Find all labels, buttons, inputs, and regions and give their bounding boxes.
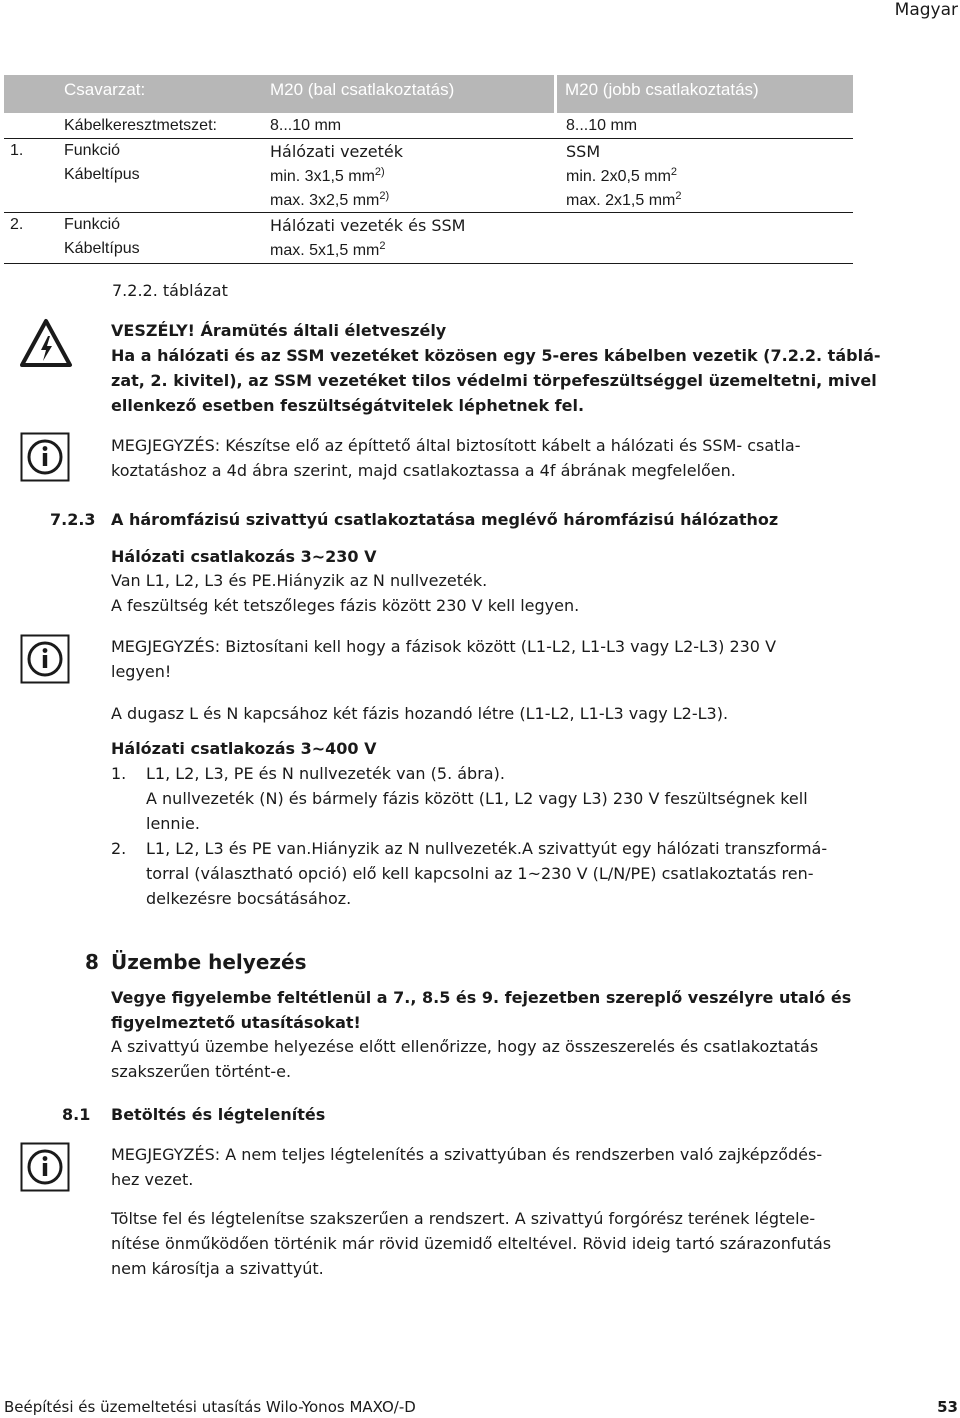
item1-number: 1. — [111, 764, 127, 783]
item2-line: delkezésre bocsátásához. — [146, 889, 352, 908]
danger-line: ellenkező esetben feszültségátvitelek léphetnek fel. — [111, 396, 585, 415]
section-8-bold-line: Vegye figyelembe feltétlenül a 7., 8.5 és 9. fejezetben szereplő veszélyre utaló és — [111, 988, 852, 1007]
note1-line: MEGJEGYZÉS: Készítse elő az építtető által biztosított kábelt a hálózati és SSM- csatla- — [111, 436, 801, 455]
row1-right-function: SSM — [566, 142, 601, 161]
col3-header: M20 (jobb csatlakoztatás) — [565, 80, 759, 99]
table-rule — [4, 263, 853, 264]
note2-line: legyen! — [111, 662, 172, 681]
item1-line: A nullvezeték (N) és bármely fázis között (L1, L2 vagy L3) 230 V feszültségnek kell — [146, 789, 808, 808]
item2-line: torral (választható opció) elő kell kapcsolni az 1~230 V (L/N/PE) csatlakoztatás ren- — [146, 864, 814, 883]
row2-function-label: Funkció — [64, 216, 121, 233]
row1-left-min: min. 3x1,5 $mm^{2)}$ — [270, 166, 385, 185]
row1-left-max: max. 3x2,5 $mm^{2)}$ — [270, 190, 390, 209]
row1-function-label: Funkció — [64, 142, 121, 159]
section-81-line: nítése önműködően történik már rövid üzemidő elteltével. Rövid ideig tartó szárazonfutás — [111, 1234, 832, 1253]
header-right — [557, 75, 853, 113]
danger-line: Ha a hálózati és az SSM vezetéket közösen egy 5-eres kábelben vezetik (7.2.2. táblá- — [111, 346, 881, 365]
note3-line: MEGJEGYZÉS: A nem teljes légtelenítés a szivattyúban és rendszerben való zajképződés- — [111, 1145, 823, 1164]
row2-left-max: max. 5x1,5 $mm^2$ — [270, 240, 386, 259]
row1-right-min: min. 2x0,5 $mm^2$ — [566, 166, 678, 185]
cross-section-right: 8...10 mm — [566, 117, 638, 134]
section-8-number: 8 — [85, 950, 99, 974]
col1-header: Csavarzat: — [64, 80, 146, 99]
cross-section-label: Kábelkeresztmetszet: — [64, 117, 217, 134]
section-81-line: Töltse fel és légtelenítse szakszerűen a rendszert. A szivattyú forgórész terének légtele- — [111, 1209, 816, 1228]
section-723-title: A háromfázisú szivattyú csatlakoztatása meglévő háromfázisú hálózathoz — [111, 510, 779, 529]
note1-line: koztatáshoz a 4d ábra szerint, majd csatlakoztassa a 4f ábrának megfelelően. — [111, 461, 736, 480]
table-header — [4, 75, 853, 113]
info-icon — [20, 1142, 70, 1196]
row1-left-function: Hálózati vezeték — [270, 142, 404, 161]
row1-right-max: max. 2x1,5 $mm^2$ — [566, 190, 682, 209]
table-caption: 7.2.2. táblázat — [112, 281, 228, 300]
section-81-line: nem károsítja a szivattyút. — [111, 1259, 324, 1278]
item1-line: lennie. — [146, 814, 200, 833]
table-rule — [4, 138, 853, 139]
section-723-number: 7.2.3 — [50, 510, 96, 529]
item2-line: L1, L2, L3 és PE van.Hiányzik az N nullvezeték.A szivattyút egy hálózati transzformá- — [146, 839, 828, 858]
sub2-title: Hálózati csatlakozás 3~400 V — [111, 739, 377, 758]
row1-cabletype-label: Kábeltípus — [64, 166, 140, 183]
item2-number: 2. — [111, 839, 127, 858]
danger-title: VESZÉLY! Áramütés általi életveszély — [111, 321, 447, 340]
cross-section-left: 8...10 mm — [270, 117, 342, 134]
sub1-line: Van L1, L2, L3 és PE.Hiányzik az N nullvezeték. — [111, 571, 488, 590]
section-81-number: 8.1 — [62, 1105, 91, 1124]
footer-text: Beépítési és üzemeltetési utasítás Wilo-Yonos MAXO/-D — [4, 1398, 416, 1416]
note2-line: MEGJEGYZÉS: Biztosítani kell hogy a fázisok között (L1-L2, L1-L3 vagy L2-L3) 230 V — [111, 637, 777, 656]
page-number: 53 — [937, 1398, 958, 1416]
note3-line: hez vezet. — [111, 1170, 194, 1189]
row2-left-function: Hálózati vezeték és SSM — [270, 216, 466, 235]
row1-number: 1. — [10, 142, 24, 159]
section-8-title: Üzembe helyezés — [111, 950, 307, 974]
info-icon — [20, 432, 70, 486]
section-8-line: szakszerűen történt-e. — [111, 1062, 292, 1081]
header-left — [4, 75, 554, 113]
plug-text: A dugasz L és N kapcsához két fázis hozandó létre (L1-L2, L1-L3 vagy L2-L3). — [111, 704, 729, 723]
table-rule — [4, 212, 853, 213]
high-voltage-warning-icon — [19, 318, 73, 372]
info-icon — [20, 634, 70, 688]
item1-line: L1, L2, L3, PE és N nullvezeték van (5. ábra). — [146, 764, 505, 783]
language-label: Magyar — [894, 0, 958, 20]
row2-number: 2. — [10, 216, 24, 233]
section-8-line: A szivattyú üzembe helyezése előtt ellenőrizze, hogy az összeszerelés és csatlakoztatás — [111, 1037, 819, 1056]
danger-line: zat, 2. kivitel), az SSM vezetéket tilos védelmi törpefeszültséggel üzemeltetni, mivel — [111, 371, 877, 390]
section-8-bold-line: figyelmeztető utasításokat! — [111, 1013, 361, 1032]
col2-header: M20 (bal csatlakoztatás) — [270, 80, 455, 99]
row2-cabletype-label: Kábeltípus — [64, 240, 140, 257]
sub1-title: Hálózati csatlakozás 3~230 V — [111, 547, 377, 566]
section-81-title: Betöltés és légtelenítés — [111, 1105, 326, 1124]
sub1-line: A feszültség két tetszőleges fázis között 230 V kell legyen. — [111, 596, 580, 615]
